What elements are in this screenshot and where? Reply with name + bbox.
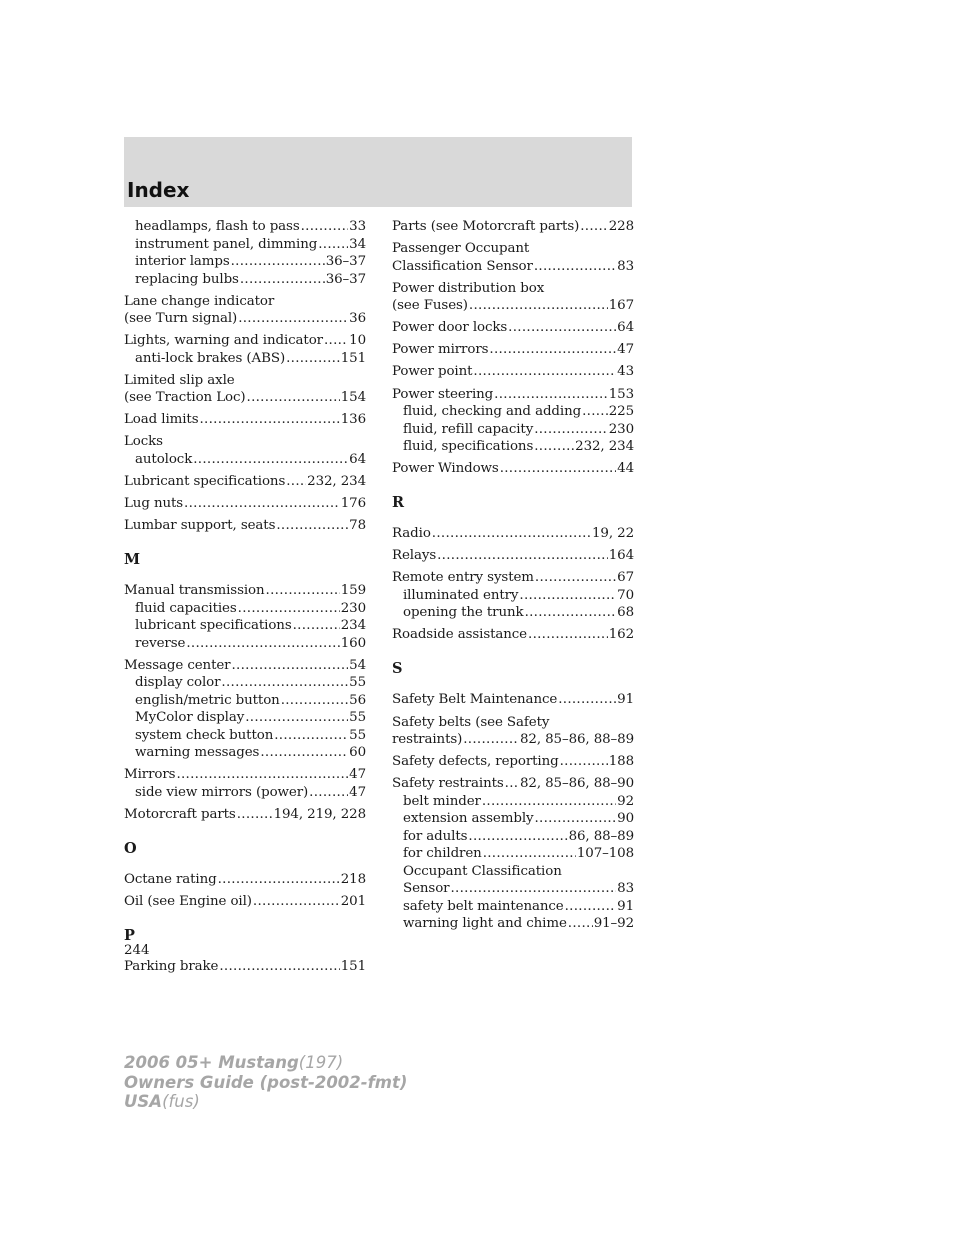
dot-leader (534, 810, 616, 828)
page-reference: 228 (608, 219, 634, 234)
entry-text: replacing bulbs (135, 271, 239, 287)
index-entry (124, 473, 366, 491)
entry-text: Power Windows (392, 461, 499, 477)
index-entry (392, 691, 634, 709)
index-entry (392, 280, 634, 315)
footer-model: 2006 05+ Mustang (124, 1053, 299, 1072)
page-reference: 44 (617, 461, 634, 477)
index-entry-line (392, 731, 634, 749)
index-entry (124, 766, 366, 801)
page-number: 244 (124, 943, 150, 958)
entry-text: side view mirrors (power) (135, 784, 309, 800)
entry-text: autolock (135, 451, 193, 467)
index-subentry-line (392, 915, 634, 933)
index-entry (124, 411, 366, 429)
index-subentry-line (392, 845, 634, 863)
dot-leader (519, 587, 616, 605)
index-entry (392, 240, 634, 275)
index-subentry-line (124, 674, 366, 692)
page-reference: 107–108 (576, 846, 634, 862)
page-reference: 91 (617, 898, 634, 914)
page-reference: 232, 234 (575, 439, 634, 455)
index-subentry-line (392, 587, 634, 605)
dot-leader (580, 218, 608, 236)
page-reference: 55 (349, 727, 366, 743)
footer-guide: Owners Guide (post-2002-fmt) (124, 1072, 408, 1092)
entry-text: Limited slip axle (124, 372, 235, 388)
entry-text: (see Fuses) (392, 298, 468, 314)
index-subentry-line (392, 828, 634, 846)
index-entry-line (392, 525, 634, 543)
index-subentry-line (124, 350, 366, 368)
index-letter-heading: S (392, 659, 403, 677)
dot-leader (469, 297, 608, 315)
dot-leader (508, 319, 616, 337)
index-entry (124, 372, 366, 407)
index-entry-line (124, 517, 366, 535)
entry-text: Occupant Classification (403, 863, 562, 879)
dot-leader (238, 600, 340, 618)
page-reference: 153 (608, 386, 634, 402)
index-entry-line (392, 218, 634, 236)
dot-leader (221, 674, 348, 692)
index-subentry-line (392, 793, 634, 811)
index-column-right (392, 218, 634, 937)
entry-text: Safety Belt Maintenance (392, 692, 558, 708)
dot-leader (309, 784, 348, 802)
index-letter-heading: R (392, 493, 404, 511)
dot-leader (218, 871, 340, 889)
index-entry-line (392, 240, 634, 258)
index-letter-heading: P (124, 926, 135, 944)
index-entry-line (124, 293, 366, 311)
index-subentry-line (124, 617, 366, 635)
index-entry (124, 958, 366, 976)
index-entry (392, 341, 634, 359)
dot-leader (199, 411, 339, 429)
entry-text: Parking brake (124, 959, 219, 975)
index-entry-line (392, 626, 634, 644)
footer-line-1 (124, 1053, 407, 1073)
entry-text: headlamps, flash to pass (135, 219, 300, 234)
page-reference: 78 (349, 518, 366, 534)
index-entry-line (392, 569, 634, 587)
entry-text: Safety defects, reporting (392, 754, 559, 770)
entry-text: opening the trunk (403, 605, 524, 621)
entry-text: Lug nuts (124, 496, 184, 512)
page-reference: 159 (340, 583, 366, 599)
entry-text: Mirrors (124, 767, 176, 783)
page-reference: 68 (617, 605, 634, 621)
index-entry-line (124, 657, 366, 675)
footer-doc-info (124, 1053, 407, 1112)
entry-text: Lumbar support, seats (124, 518, 276, 534)
index-entry (392, 547, 634, 565)
page-reference: 230 (340, 600, 366, 616)
index-subentry-line (392, 898, 634, 916)
index-entry-line (392, 363, 634, 381)
page-reference: 188 (608, 754, 634, 770)
index-entry (124, 871, 366, 889)
entry-text: Power distribution box (392, 280, 545, 296)
entry-text: warning light and chime (403, 916, 567, 932)
index-entry (392, 319, 634, 337)
page-title: Index (127, 178, 190, 202)
page-reference: 136 (340, 412, 366, 428)
dot-leader (534, 438, 574, 456)
page-reference: 90 (617, 811, 634, 827)
dot-leader (568, 915, 593, 933)
footer-model-code: (197) (298, 1053, 344, 1072)
index-entry (124, 582, 366, 652)
index-subentry-line (392, 438, 634, 456)
entry-text: anti-lock brakes (ABS) (135, 350, 286, 366)
footer-line-3 (124, 1092, 407, 1112)
entry-text: Safety belts (see Safety (392, 714, 550, 730)
entry-text: fluid capacities (135, 600, 237, 616)
dot-leader (534, 258, 616, 276)
index-subentry-line (392, 863, 634, 881)
dot-leader (582, 403, 608, 421)
page-reference: 82, 85–86, 88–89 (519, 732, 634, 748)
page-reference: 92 (617, 793, 634, 809)
entry-text: Classification Sensor (392, 258, 533, 274)
dot-leader (535, 569, 616, 587)
dot-leader (219, 958, 339, 976)
entry-text: restraints) (392, 732, 463, 748)
page-reference: 151 (340, 959, 366, 975)
dot-leader (324, 332, 348, 350)
dot-leader (184, 495, 340, 513)
entry-text: fluid, refill capacity (403, 421, 534, 437)
dot-leader (437, 547, 608, 565)
page-reference: 154 (340, 390, 366, 406)
index-entry-line (124, 806, 366, 824)
page-reference: 151 (340, 350, 366, 366)
page-reference: 225 (608, 404, 634, 420)
index-entry-line (124, 389, 366, 407)
index-entry-line (124, 893, 366, 911)
page-reference: 64 (617, 320, 634, 336)
dot-leader (245, 709, 348, 727)
dot-leader (494, 386, 608, 404)
entry-text: safety belt maintenance (403, 898, 564, 914)
index-entry (392, 569, 634, 622)
entry-text: lubricant specifications (135, 618, 292, 634)
index-subentry-line (124, 784, 366, 802)
page-reference: 218 (340, 872, 366, 888)
index-subentry-line (124, 236, 366, 254)
entry-text: Locks (124, 434, 163, 450)
dot-leader (318, 236, 348, 254)
index-entry (392, 363, 634, 381)
dot-leader (525, 604, 617, 622)
index-entry-line (392, 547, 634, 565)
index-entry (124, 495, 366, 513)
page-reference: 162 (608, 627, 634, 643)
dot-leader (534, 421, 608, 439)
entry-text: (see Turn signal) (124, 311, 238, 327)
index-entry-line (392, 258, 634, 276)
index-entry (392, 218, 634, 236)
index-entry-line (392, 341, 634, 359)
entry-text: for children (403, 846, 482, 862)
index-subentry-line (392, 403, 634, 421)
index-entry-line (392, 297, 634, 315)
index-entry-line (124, 411, 366, 429)
index-entry-line (392, 280, 634, 298)
entry-text: Sensor (403, 881, 450, 897)
page-reference: 10 (349, 333, 366, 349)
entry-text: english/metric button (135, 692, 280, 708)
index-subentry-line (392, 421, 634, 439)
page-reference: 55 (349, 675, 366, 691)
dot-leader (276, 517, 348, 535)
dot-leader (240, 271, 325, 289)
page-reference: 164 (608, 548, 634, 564)
index-entry-line (392, 753, 634, 771)
page-reference: 47 (617, 342, 634, 358)
index-subentry-line (392, 810, 634, 828)
index-subentry-line (124, 727, 366, 745)
entry-text: Lane change indicator (124, 293, 275, 309)
entry-text: instrument panel, dimming (135, 236, 318, 252)
entry-text: Oil (see Engine oil) (124, 894, 252, 910)
page-reference: 194, 219, 228 (273, 807, 366, 823)
index-entry (392, 626, 634, 644)
entry-text: Message center (124, 657, 231, 673)
index-entry-line (392, 691, 634, 709)
index-subentry-line (392, 880, 634, 898)
dot-leader (483, 845, 576, 863)
index-entry (124, 332, 366, 367)
footer-market: USA (124, 1092, 163, 1111)
index-entry (124, 893, 366, 911)
entry-text: Load limits (124, 412, 199, 428)
entry-text: Power mirrors (392, 342, 489, 358)
entry-text: Power steering (392, 386, 494, 402)
dot-leader (505, 775, 519, 793)
entry-text: Octane rating (124, 872, 217, 888)
index-entry (124, 657, 366, 762)
page-reference: 56 (349, 692, 366, 708)
page-reference: 33 (349, 219, 366, 234)
index-subentry-line (124, 218, 366, 236)
page-reference: 60 (349, 745, 366, 761)
index-entry (124, 517, 366, 535)
page-reference: 91–92 (593, 916, 634, 932)
index-subentry-line (124, 253, 366, 271)
dot-leader (473, 363, 616, 381)
entry-text: Power door locks (392, 320, 508, 336)
page-reference: 64 (349, 451, 366, 467)
page-reference: 83 (617, 881, 634, 897)
entry-text: Roadside assistance (392, 627, 528, 643)
dot-leader (247, 389, 340, 407)
entry-text: Lubricant specifications (124, 474, 286, 490)
entry-text: Motorcraft parts (124, 807, 236, 823)
page-reference: 230 (608, 421, 634, 437)
page-reference: 234 (340, 618, 366, 634)
entry-text: Power point (392, 364, 473, 380)
index-entry-line (392, 386, 634, 404)
dot-leader (176, 766, 348, 784)
entry-text: (see Traction Loc) (124, 390, 246, 406)
entry-text: system check button (135, 727, 274, 743)
entry-text: for adults (403, 828, 468, 844)
page-reference: 160 (340, 635, 366, 651)
entry-text: display color (135, 675, 221, 691)
dot-leader (432, 525, 591, 543)
entry-text: Relays (392, 548, 437, 564)
dot-leader (468, 828, 567, 846)
entry-text: warning messages (135, 745, 260, 761)
index-subentry-line (124, 271, 366, 289)
dot-leader (238, 310, 348, 328)
page-reference: 83 (617, 258, 634, 274)
page-reference: 47 (349, 784, 366, 800)
index-entry (124, 433, 366, 468)
index-column-left (124, 218, 366, 980)
index-entry-line (124, 766, 366, 784)
dot-leader (231, 253, 325, 271)
dot-leader (281, 692, 348, 710)
dot-leader (266, 582, 340, 600)
dot-leader (293, 617, 340, 635)
entry-text: Lights, warning and indicator (124, 333, 323, 349)
dot-leader (301, 218, 349, 236)
index-entry-line (124, 495, 366, 513)
index-entry (392, 753, 634, 771)
page-reference: 167 (608, 298, 634, 314)
index-entry (392, 460, 634, 478)
entry-text: MyColor display (135, 710, 245, 726)
dot-leader (463, 731, 519, 749)
index-entry (392, 386, 634, 456)
index-entry-line (392, 775, 634, 793)
dot-leader (231, 657, 348, 675)
index-entry (392, 775, 634, 933)
page-reference: 36–37 (325, 254, 366, 269)
entry-text: illuminated entry (403, 587, 519, 603)
index-entry (124, 218, 366, 288)
entry-text: fluid, specifications (403, 439, 534, 455)
entry-text: Safety restraints (392, 776, 504, 792)
page-reference: 201 (340, 894, 366, 910)
entry-text: Parts (see Motorcraft parts) (392, 219, 580, 234)
page-reference: 43 (617, 364, 634, 380)
index-entry-line (124, 433, 366, 451)
dot-leader (237, 806, 273, 824)
index-letter-heading: M (124, 550, 140, 568)
dot-leader (560, 753, 608, 771)
dot-leader (482, 793, 616, 811)
entry-text: fluid, checking and adding (403, 404, 582, 420)
page-reference: 70 (617, 587, 634, 603)
index-subentry-line (124, 635, 366, 653)
header-band (124, 137, 632, 207)
index-entry-line (392, 319, 634, 337)
index-entry-line (124, 372, 366, 390)
entry-text: interior lamps (135, 254, 230, 269)
index-entry-line (124, 582, 366, 600)
dot-leader (489, 341, 616, 359)
index-subentry-line (392, 604, 634, 622)
page-reference: 36 (349, 311, 366, 327)
dot-leader (286, 350, 340, 368)
index-entry (392, 714, 634, 749)
dot-leader (565, 898, 617, 916)
index-entry-line (392, 460, 634, 478)
dot-leader (450, 880, 616, 898)
entry-text: Manual transmission (124, 583, 265, 599)
page-reference: 67 (617, 570, 634, 586)
page-reference: 19, 22 (592, 526, 634, 542)
page-reference: 55 (349, 710, 366, 726)
index-letter-heading: O (124, 839, 137, 857)
page-reference: 176 (340, 496, 366, 512)
index-subentry-line (124, 451, 366, 469)
index-entry-line (124, 871, 366, 889)
dot-leader (253, 893, 340, 911)
index-entry (392, 525, 634, 543)
dot-leader (260, 744, 348, 762)
dot-leader (558, 691, 616, 709)
index-entry-line (124, 310, 366, 328)
dot-leader (528, 626, 608, 644)
index-subentry-line (124, 709, 366, 727)
index-entry-line (124, 473, 366, 491)
index-entry (124, 806, 366, 824)
entry-text: extension assembly (403, 811, 534, 827)
index-subentry-line (124, 744, 366, 762)
index-entry-line (392, 714, 634, 732)
dot-leader (286, 473, 306, 491)
page-reference: 54 (349, 657, 366, 673)
dot-leader (274, 727, 348, 745)
entry-text: Remote entry system (392, 570, 534, 586)
index-entry (124, 293, 366, 328)
dot-leader (193, 451, 348, 469)
page-reference: 82, 85–86, 88–90 (519, 776, 634, 792)
index-entry-line (124, 958, 366, 976)
entry-text: Radio (392, 526, 431, 542)
entry-text: Passenger Occupant (392, 241, 530, 257)
footer-line-2 (124, 1073, 407, 1093)
dot-leader (186, 635, 339, 653)
page-reference: 86, 88–89 (568, 828, 634, 844)
dot-leader (500, 460, 616, 478)
page-reference: 91 (617, 692, 634, 708)
index-subentry-line (124, 600, 366, 618)
page-reference: 232, 234 (307, 474, 366, 490)
entry-text: reverse (135, 635, 186, 651)
page-reference: 34 (349, 236, 366, 252)
index-subentry-line (124, 692, 366, 710)
index-entry-line (124, 332, 366, 350)
entry-text: belt minder (403, 793, 481, 809)
page-reference: 36–37 (325, 271, 366, 287)
footer-market-code: (fus) (162, 1092, 200, 1111)
page-reference: 47 (349, 767, 366, 783)
